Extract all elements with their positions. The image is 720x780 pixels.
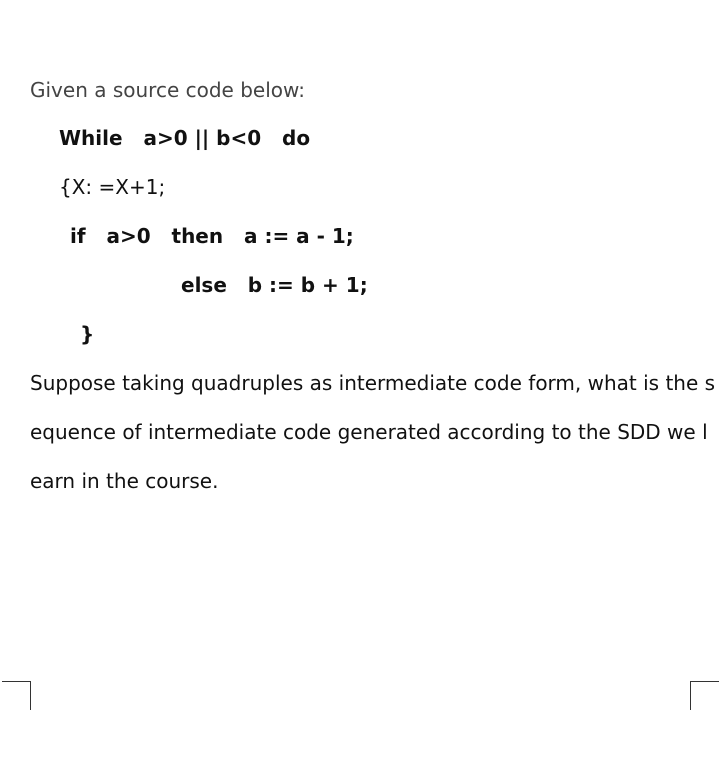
question-line-2: equence of intermediate code generated according to the SDD we l — [30, 420, 708, 444]
code-line-if-then: if a>0 then a := a - 1; — [70, 224, 354, 248]
page-corner-mark-right — [690, 681, 719, 710]
intro-text: Given a source code below: — [30, 78, 305, 102]
code-line-close-brace: } — [80, 322, 95, 346]
code-line-else: else b := b + 1; — [181, 273, 368, 297]
code-line-assign-x: {X: =X+1; — [59, 175, 166, 199]
question-line-3: earn in the course. — [30, 469, 219, 493]
code-line-while: While a>0 || b<0 do — [59, 126, 311, 150]
question-line-1: Suppose taking quadruples as intermediate code form, what is the s — [30, 371, 716, 395]
page-corner-mark-left — [2, 681, 31, 710]
